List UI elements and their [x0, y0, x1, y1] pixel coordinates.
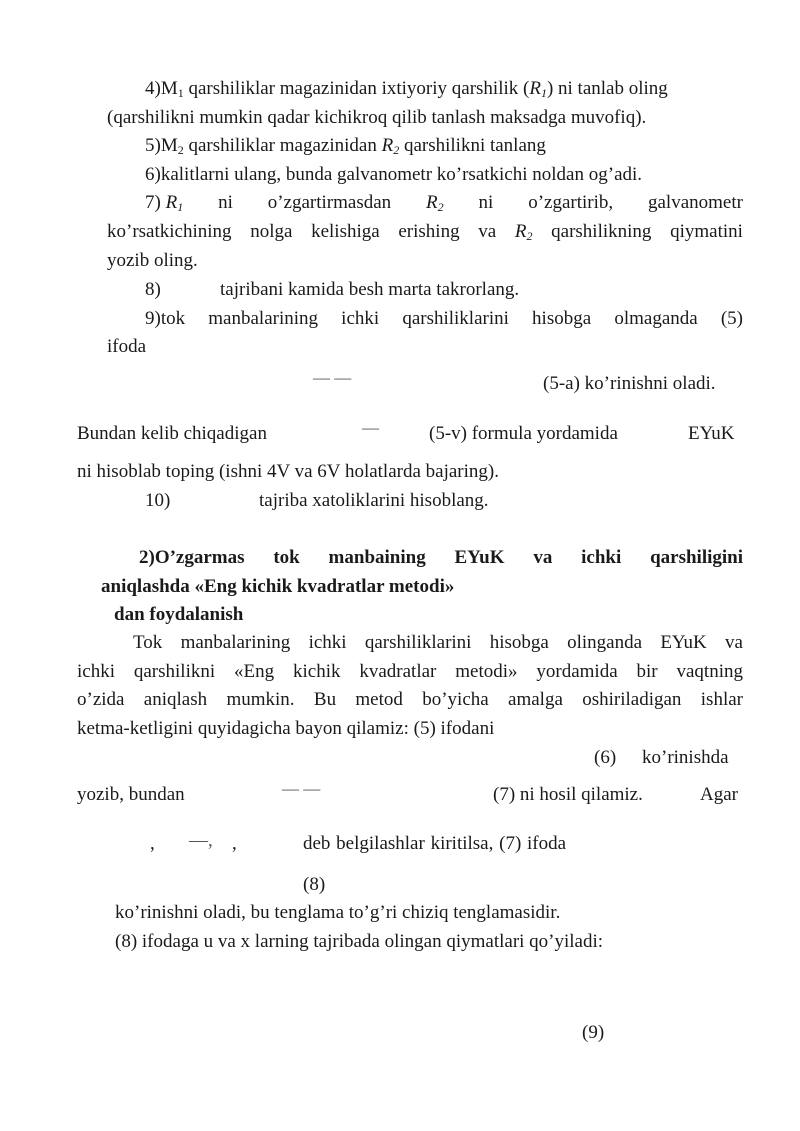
subscript: 2: [437, 200, 444, 214]
para-line9: ko’rinishni oladi, bu tenglama to’g’ri chiziq tenglamasidir.: [115, 902, 561, 923]
text: qarshiliklar magazinidan ixtiyoriy qarshilik (: [183, 78, 530, 99]
subscript: 2: [177, 143, 184, 157]
para-line4: ketma-ketligini quyidagicha bayon qilamiz: (5) ifodani: [77, 718, 495, 739]
formula-5v-dash: —: [362, 418, 379, 437]
text: ) ni tanlab oling: [546, 78, 668, 99]
text: o’zgartirib,: [528, 192, 614, 213]
text: ni: [218, 192, 233, 213]
step9-line1: 9)tok manbalarining ichki qarshiliklarini hisobga olmaganda (5): [145, 308, 743, 329]
text: nolga: [250, 221, 293, 242]
step9-line3: (5-a) ko’rinishni oladi.: [543, 373, 716, 394]
para-line7-text: deb belgilashlar kiritilsa, (7) ifoda: [303, 833, 567, 854]
section-heading-line2: aniqlashda «Eng kichik kvadratlar metodi»: [101, 576, 455, 597]
step9-line5: ni hisoblab toping (ishni 4V va 6V holatlarda bajaring).: [77, 461, 499, 482]
para-line10: (8) ifodaga u va x larning tajribada olingan qiymatlari qo’yiladi:: [115, 931, 604, 952]
variable-R1: R: [165, 192, 178, 213]
step9-line4-a: Bundan kelib chiqadigan: [77, 423, 267, 444]
step4-line2: (qarshilikni mumkin qadar kichikroq qilib tanlash maksadga muvofiq).: [107, 107, 647, 128]
para-line6-c: Agar: [700, 784, 738, 805]
text: qarshiliklar magazinidan: [183, 135, 382, 156]
step7-line3: yozib oling.: [107, 250, 198, 271]
subscript: 2: [526, 229, 533, 243]
text: ni: [478, 192, 494, 213]
para-line2: ichki qarshilikni «Eng kichik kvadratlar metodi» yordamida bir vaqtning: [77, 661, 743, 682]
variable-R2: R: [514, 221, 527, 242]
step5-line: [145, 133, 546, 159]
equation-8-number: (8): [303, 874, 326, 895]
step7-line2: [107, 219, 743, 245]
text: qiymatini: [670, 221, 743, 242]
variable-R2: R: [426, 192, 438, 213]
variable-R1: R: [529, 78, 541, 99]
step7-line1: [145, 190, 743, 216]
text: galvanometr: [648, 192, 743, 213]
variable-R2: R: [381, 135, 394, 156]
notation-symbol-1: ,: [150, 833, 155, 854]
text: 7): [145, 192, 161, 213]
text: kelishiga: [311, 221, 380, 242]
para-line6-a: yozib, bundan: [77, 784, 185, 805]
step9-line4-b: (5-v) formula yordamida: [429, 423, 618, 444]
step4-line1: [145, 76, 668, 102]
subscript: 1: [540, 86, 547, 100]
text: o’zgartirmasdan: [267, 192, 392, 213]
subscript: 2: [393, 143, 400, 157]
text: erishing: [398, 221, 460, 242]
subscript: 1: [177, 86, 184, 100]
equation-9-number: (9): [582, 1022, 605, 1043]
step7-group: [515, 219, 533, 245]
step9-line2: ifoda: [107, 336, 147, 357]
text: qarshilikni tanlang: [399, 135, 546, 156]
step10-num: 10): [145, 490, 171, 511]
section-heading-line3: dan foydalanish: [114, 604, 244, 625]
step8-text: tajribani kamida besh marta takrorlang.: [220, 279, 520, 300]
step9-line4-c: EYuK: [688, 423, 735, 444]
step8-num: 8): [145, 279, 161, 300]
subscript: 1: [177, 200, 184, 214]
equation-6-number: (6): [594, 747, 617, 768]
step7-group: [145, 190, 183, 216]
text: ko’rsatkichining: [107, 221, 232, 242]
section-heading-line1: 2)O’zgarmas tok manbaining EYuK va ichki qarshiligini: [139, 547, 743, 568]
text: 5)M: [145, 135, 178, 156]
notation-symbol-2: —,: [189, 830, 213, 851]
text: va: [478, 221, 497, 242]
para-line3: o’zida aniqlash mumkin. Bu metod bo’yicha amalga oshiriladigan ishlar: [77, 689, 743, 710]
para-line1: Tok manbalarining ichki qarshiliklarini hisobga olinganda EYuK va: [133, 632, 743, 653]
para-line6-b: (7) ni hosil qilamiz.: [493, 784, 643, 805]
notation-symbol-3: ,: [232, 833, 237, 854]
text: qarshilikning: [551, 221, 652, 242]
equation-6-text: ko’rinishda: [642, 747, 729, 768]
formula-7-dashes: — —: [282, 779, 321, 798]
text: 4)M: [145, 78, 178, 99]
step6-line: 6)kalitlarni ulang, bunda galvanometr ko’rsatkichi noldan og’adi.: [145, 164, 643, 185]
step10-text: tajriba xatoliklarini hisoblang.: [259, 490, 489, 511]
step7-group: [426, 190, 444, 216]
formula-5a-dashes: — —: [313, 368, 352, 387]
